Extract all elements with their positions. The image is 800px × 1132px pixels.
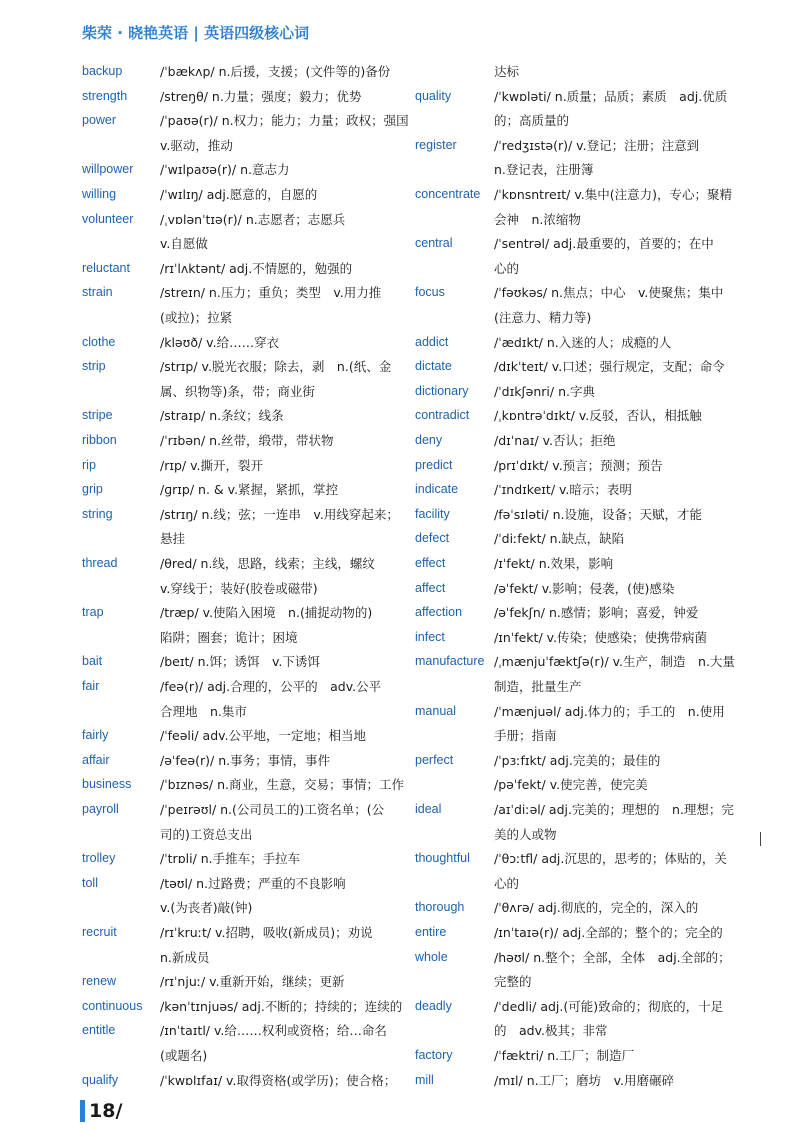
entry-definition-line: /streŋθ/ n.力量；强度；毅力；优势 — [160, 88, 362, 104]
entry-definition-line: /strɪp/ v.脱光衣服；除去，剥 n.(纸、金 — [160, 359, 392, 375]
entry-definition-line: /fəˈsɪləti/ n.设施，设备；天赋，才能 — [494, 506, 703, 522]
entry-word: willpower — [82, 162, 134, 177]
entry-definition-line: /θred/ n.线，思路，线索；主线，螺纹 — [160, 556, 375, 571]
entry-definition-line: 属、织物等)条，带；商业街 — [160, 383, 315, 399]
entry-definition-line: 陷阱；圈套；诡计；困境 — [160, 629, 298, 645]
entry-definition-line: /ˈsentrəl/ adj.最重要的，首要的；在中 — [494, 236, 714, 252]
entry-word: bait — [82, 654, 103, 669]
entry-definition-line: /ˈpɜːfɪkt/ adj.完美的；最佳的 — [494, 752, 661, 768]
entry-definition-line: (或题名) — [160, 1047, 208, 1063]
entry-word: string — [82, 506, 113, 521]
entry-definition-line: (注意力、精力等) — [494, 309, 592, 325]
entry-word: volunteer — [82, 211, 134, 226]
entry-definition-line: /ˈmænjuəl/ adj.体力的；手工的 n.使用 — [494, 703, 725, 719]
entry-definition-line: 合理地 n.集市 — [160, 703, 247, 719]
entry-definition-line: /ˈkɒnsntreɪt/ v.集中(注意力)，专心；聚精 — [494, 187, 733, 202]
entry-word: affair — [82, 752, 110, 767]
entry-definition-line: /feə(r)/ adj.合理的，公平的 adv.公平 — [160, 679, 382, 694]
entry-word: infect — [415, 629, 445, 644]
entry-definition-line: /ˈdedli/ adj.(可能)致命的；彻底的，十足 — [494, 998, 724, 1014]
entry-word: concentrate — [415, 187, 481, 201]
entry-word: manual — [415, 703, 456, 718]
entry-word: grip — [82, 482, 103, 497]
entry-definition-line: 达标 — [494, 64, 520, 79]
entry-definition-line: /ˈbækʌp/ n.后援，支援；(文件等的)备份 — [160, 64, 391, 79]
entry-definition-line: /ˈdiːfekt/ n.缺点，缺陷 — [494, 531, 625, 547]
entry-definition-line: /ˈfeəli/ adv.公平地，一定地；相当地 — [160, 728, 367, 744]
entry-word: dictionary — [415, 383, 469, 398]
entry-definition-line: /əˈfekʃn/ n.感情；影响；喜爱，钟爱 — [494, 605, 699, 621]
entry-definition-line: 制造，批量生产 — [494, 678, 582, 694]
entry-definition-line: 手册；指南 — [494, 728, 557, 744]
entry-definition-line: /kənˈtɪnjuəs/ adj.不断的；持续的；连续的 — [160, 998, 403, 1014]
entry-definition-line: /dɪkˈteɪt/ v.口述；强行规定，支配；命令 — [494, 359, 725, 375]
entry-definition-line: /ɡrɪp/ n. & v.紧握，紧抓，掌控 — [160, 482, 339, 498]
entry-word: whole — [415, 949, 448, 964]
page-number: 18/ — [80, 1100, 122, 1122]
entry-definition-line: /ˈpaʊə(r)/ n.权力；能力；力量；政权；强国 — [160, 113, 409, 129]
entry-definition-line: /ˈθʌrə/ adj.彻底的，完全的，深入的 — [494, 900, 699, 916]
entry-word: perfect — [415, 752, 454, 767]
entry-word: register — [415, 137, 457, 152]
entry-definition-line: 完整的 — [494, 974, 532, 990]
entry-word: entire — [415, 925, 447, 939]
entry-definition-line: /rɪˈnjuː/ v.重新开始，继续；更新 — [160, 974, 345, 990]
entry-definition-line: /kləʊð/ v.给……穿衣 — [160, 334, 280, 350]
entry-word: toll — [82, 875, 98, 890]
entry-definition-line: /strɪŋ/ n.线；弦；一连串 v.用线穿起来； — [160, 506, 399, 522]
entry-definition-line: v.穿线于；装好(胶卷或磁带) — [160, 580, 318, 596]
entry-definition-line: /rɪp/ v.撕开，裂开 — [160, 457, 264, 473]
entry-definition-line: /streɪn/ n.压力；重负；类型 v.用力推 — [160, 285, 382, 301]
entry-word: ideal — [415, 802, 442, 816]
entry-word: focus — [415, 285, 445, 300]
entry-word: payroll — [82, 802, 119, 816]
entry-definition-line: /ˈwɪlpaʊə(r)/ n.意志力 — [160, 162, 290, 178]
entry-definition-line: /ɪnˈfekt/ v.传染；使感染；使携带病菌 — [494, 629, 708, 645]
entry-definition-line: n.登记表，注册簿 — [494, 162, 594, 178]
entry-word: defect — [415, 531, 450, 546]
entry-definition-line: 的；高质量的 — [494, 113, 570, 129]
entry-word: trolley — [82, 851, 116, 866]
entry-definition-line: /ˈrɪbən/ n.丝带，缎带，带状物 — [160, 433, 334, 448]
entry-word: strain — [82, 285, 113, 300]
entry-definition-line: /ˈfæktri/ n.工厂；制造厂 — [494, 1048, 635, 1063]
entry-definition-line: /mɪl/ n.工厂；磨坊 v.用磨碾碎 — [494, 1072, 674, 1088]
entry-word: mill — [415, 1072, 434, 1087]
entry-definition-line: /ɪnˈtaɪə(r)/ adj.全部的；整个的；完全的 — [494, 925, 723, 940]
margin-mark — [760, 832, 761, 846]
entry-definition-line: 悬挂 — [160, 531, 186, 547]
entry-definition-line: v.(为丧者)敲(钟) — [160, 900, 253, 916]
entry-definition-line: /ˈkwɒlɪfaɪ/ v.取得资格(或学历)；使合格； — [160, 1072, 397, 1088]
entry-word: central — [415, 236, 453, 251]
entry-word: strip — [82, 359, 106, 374]
entry-word: backup — [82, 64, 123, 78]
entry-word: strength — [82, 88, 128, 103]
entry-word: predict — [415, 457, 453, 472]
entry-word: continuous — [82, 998, 143, 1013]
entry-word: reluctant — [82, 260, 130, 275]
entry-word: renew — [82, 974, 117, 989]
entry-word: entitle — [82, 1023, 116, 1038]
entry-word: affection — [415, 605, 463, 620]
entry-definition-line: /ˈfəʊkəs/ n.焦点；中心 v.使聚焦；集中 — [494, 285, 724, 301]
entry-word: clothe — [82, 334, 116, 349]
entry-word: recruit — [82, 925, 117, 939]
entry-word: indicate — [415, 482, 459, 497]
entry-word: addict — [415, 334, 449, 349]
entry-word: business — [82, 777, 132, 792]
entry-definition-line: /pəˈfekt/ v.使完善，使完美 — [494, 777, 648, 793]
entry-definition-line: (或拉)；拉紧 — [160, 309, 233, 325]
entry-definition-line: 会神 n.浓缩物 — [494, 211, 581, 227]
entry-word: fairly — [82, 728, 109, 743]
entry-definition-line: n.新成员 — [160, 949, 210, 965]
entry-word: contradict — [415, 408, 470, 423]
entry-word: deny — [415, 433, 443, 447]
entry-definition-line: /ˈkwɒləti/ n.质量；品质；素质 adj.优质 — [494, 88, 728, 104]
entry-word: willing — [82, 187, 117, 201]
entry-word: thread — [82, 556, 118, 570]
entry-word: deadly — [415, 998, 452, 1013]
entry-word: affect — [415, 580, 446, 595]
entry-definition-line: /ˈdɪkʃənri/ n.字典 — [494, 383, 595, 399]
entry-definition-line: /ˈwɪlɪŋ/ adj.愿意的，自愿的 — [160, 187, 318, 202]
entry-word: rip — [82, 457, 96, 472]
entry-definition-line: /træp/ v.使陷入困境 n.(捕捉动物的) — [160, 605, 373, 621]
entry-definition-line: /ɪnˈtaɪtl/ v.给……权利或资格；给…命名 — [160, 1023, 387, 1039]
entry-definition-line: /həʊl/ n.整个；全部，全体 adj.全部的； — [494, 949, 731, 965]
entry-definition-line: /aɪˈdiːəl/ adj.完美的；理想的 n.理想；完 — [494, 802, 734, 817]
entry-word: thoughtful — [415, 851, 470, 866]
entry-definition-line: /ˌmænjuˈfæktʃə(r)/ v.生产，制造 n.大量 — [494, 654, 735, 670]
entry-definition-line: 心的 — [494, 875, 520, 891]
entry-word: ribbon — [82, 433, 117, 447]
entry-definition-line: /ˌvɒlənˈtɪə(r)/ n.志愿者；志愿兵 — [160, 211, 346, 227]
entry-word: qualify — [82, 1072, 119, 1087]
entry-word: quality — [415, 88, 452, 103]
entry-definition-line: /ɪˈfekt/ n.效果，影响 — [494, 556, 614, 571]
entry-definition-line: /ˌkɒntrəˈdɪkt/ v.反驳，否认，相抵触 — [494, 408, 702, 424]
entry-definition-line: v.自愿做 — [160, 236, 208, 252]
entry-definition-line: /əˈfeə(r)/ n.事务；事情，事件 — [160, 752, 331, 768]
entry-word: power — [82, 113, 117, 128]
entry-word: fair — [82, 679, 100, 693]
entry-word: thorough — [415, 900, 465, 915]
entry-definition-line: /straɪp/ n.条纹；线条 — [160, 408, 284, 424]
entry-definition-line: /əˈfekt/ v.影响；侵袭，(使)感染 — [494, 580, 675, 596]
entry-definition-line: v.驱动，推动 — [160, 137, 233, 153]
entry-word: dictate — [415, 359, 452, 374]
entry-definition-line: /beɪt/ n.饵；诱饵 v.下诱饵 — [160, 654, 320, 670]
entry-definition-line: /rɪˈkruːt/ v.招聘，吸收(新成员)；劝说 — [160, 925, 373, 940]
entry-definition-line: /dɪˈnaɪ/ v.否认；拒绝 — [494, 433, 616, 448]
entry-definition-line: /ˈpeɪrəʊl/ n.(公司员工的)工资名单；(公 — [160, 802, 385, 817]
entry-definition-line: /ˈθɔːtfl/ adj.沉思的，思考的；体贴的，关 — [494, 851, 727, 867]
entry-definition-line: /prɪˈdɪkt/ v.预言；预测；预告 — [494, 457, 663, 473]
entry-word: facility — [415, 506, 450, 521]
entry-definition-line: 美的人或物 — [494, 826, 557, 842]
entry-definition-line: /ˈɪndɪkeɪt/ v.暗示；表明 — [494, 482, 632, 498]
entry-definition-line: /ˈbɪznəs/ n.商业，生意，交易；事情；工作 — [160, 777, 404, 793]
entry-definition-line: /ˈredʒɪstə(r)/ v.登记；注册；注意到 — [494, 137, 700, 153]
entry-definition-line: /ˈædɪkt/ n.入迷的人；成瘾的人 — [494, 334, 672, 350]
entry-word: effect — [415, 556, 446, 570]
entry-word: manufacture — [415, 654, 485, 669]
entry-definition-line: 心的 — [494, 260, 520, 276]
entry-definition-line: 的 adv.极其；非常 — [494, 1023, 608, 1039]
entry-definition-line: /ˈtrɒli/ n.手推车；手拉车 — [160, 851, 301, 867]
entry-word: stripe — [82, 408, 113, 423]
page-header: 柴荣 · 晓艳英语 | 英语四级核心词 — [82, 24, 310, 42]
entry-word: trap — [82, 605, 104, 620]
entry-definition-line: /rɪˈlʌktənt/ adj.不情愿的，勉强的 — [160, 260, 353, 276]
entry-definition-line: 司的)工资总支出 — [160, 826, 253, 842]
entry-definition-line: /təʊl/ n.过路费；严重的不良影响 — [160, 875, 346, 891]
entry-word: factory — [415, 1048, 453, 1062]
